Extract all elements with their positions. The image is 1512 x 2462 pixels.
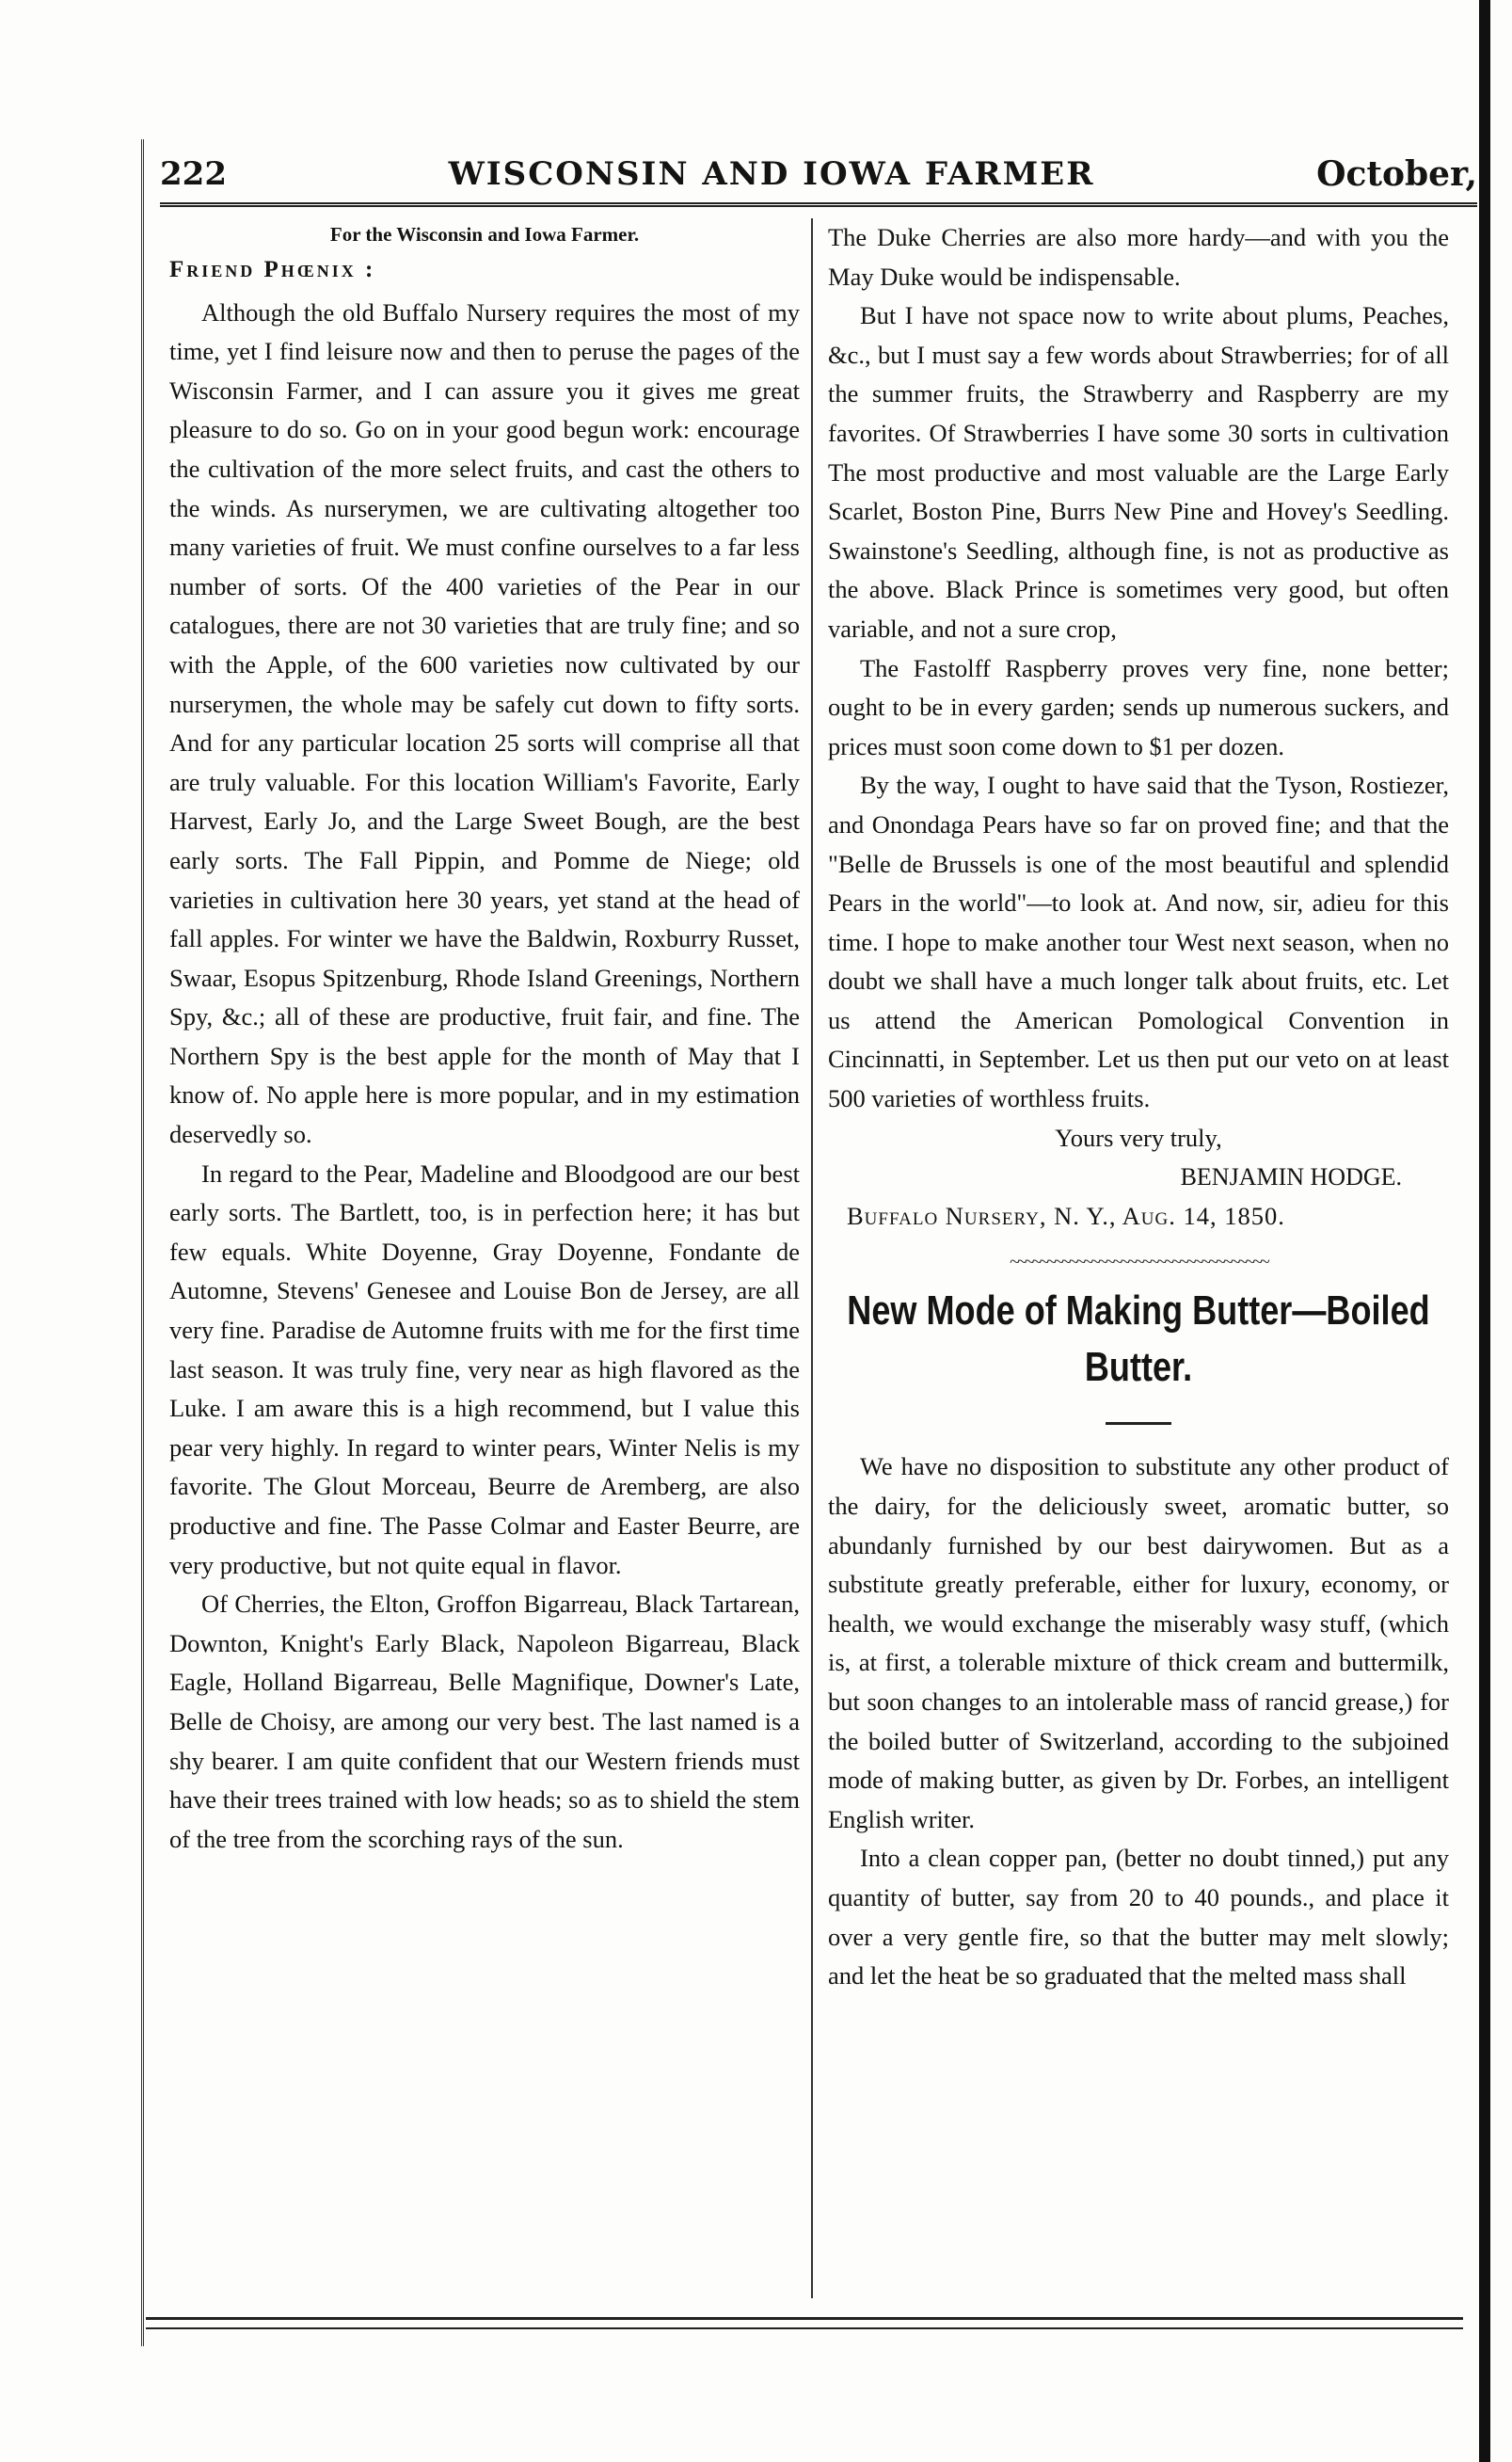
journal-title: WISCONSIN AND IOWA FARMER <box>448 155 1095 193</box>
article-title: New Mode of Making Butter—Boiled Butter. <box>847 1287 1430 1391</box>
column-divider <box>811 218 813 2298</box>
issue-month: October, <box>1316 154 1477 194</box>
title-rule <box>1106 1422 1171 1425</box>
left-column <box>169 218 800 2303</box>
page-number: 222 <box>160 155 227 193</box>
letter-salutation: Friend Phœnix : <box>169 257 376 282</box>
letter-paragraph-2: In regard to the Pear, Madeline and Bloodgood are our best early sorts. The Bartlett, too, is in perfection here; it has but few equals. White Doyenne, Gray Doyenne, Fondante de Automne, Stevens' Genesee and Louise Bon de Jersey, are all very fine. Paradise de Automne fruits with me for the first time last season. It was truly fine, very near as high flavored as the Luke. I am aware this is a high recommend, but I value this pear very highly. In regard to winter pears, Winter Nelis is my favorite. The Glout Morceau, Beurre de Aremberg, are also productive and fine. The Passe Colmar and Easter Beurre, are very productive, but not quite equal in flavor. <box>169 1159 800 1579</box>
letter-paragraph-4: The Duke Cherries are also more hardy—and with you the May Duke would be indispensable. <box>828 223 1449 291</box>
letter-paragraph-3: Of Cherries, the Elton, Groffon Bigarreau, Black Tartarean, Downton, Knight's Early Black, Napoleon Bigarreau, Black Eagle, Holland Bigarreau, Belle Magnifique, Downer's Late, Belle de Choisy, are among our very best. The last named is a shy bearer. I am quite confident that our Western friends must have their trees trained with low heads; so as to shield the stem of the tree from the scorching rays of the sun. <box>169 1590 800 1853</box>
letter-byline: For the Wisconsin and Iowa Farmer. <box>329 223 640 246</box>
page-edge-shadow <box>1479 0 1490 2462</box>
letter-location <box>828 1197 1449 1237</box>
right-column <box>828 218 1449 2303</box>
letter-paragraph-6: The Fastolff Raspberry proves very fine, none better; ought to be in every garden; sends up numerous suckers, and prices must soon come down to $1 per dozen. <box>828 653 1449 760</box>
footer-rule <box>146 2317 1463 2329</box>
page-header <box>160 146 1477 207</box>
article-paragraph-1: We have no disposition to substitute any other product of the dairy, for the deliciously sweet, aromatic butter, so abundanly furnished by our best dairywomen. But as a substitute greatly preferable, either for luxury, economy, or health, we would exchange the miserably wasy stuff, (which is, at first, a tolerable mixture of thick cream and buttermilk, but soon changes to an intolerable mass of rancid grease,) for the boiled butter of Switzerland, according to the subjoined mode of making butter, as given by Dr. Forbes, an intelligent English writer. <box>828 1452 1449 1833</box>
letter-paragraph-5: But I have not space now to write about plums, Peaches, &c., but I must say a few words about Strawberries; for of all the summer fruits, the Strawberry and Raspberry are my favorites. Of Strawberries I have some 30 sorts in cultivation The most productive and most valuable are the Large Early Scarlet, Boston Pine, Burrs New Pine and Hovey's Seedling. Swainstone's Seedling, although fine, is not as productive as the above. Black Prince is sometimes very good, but often variable, and not a sure crop, <box>828 301 1449 643</box>
letter-paragraph-1: Although the old Buffalo Nursery requires the most of my time, yet I find leisure now and then to peruse the pages of the Wisconsin Farmer, and I can assure you it gives me great pleasure to do so. Go on in your good begun work: encourage the cultivation of the more select fruits, and cast the others to the winds. As nurserymen, we are cultivating altogether too many varieties of fruit. We must confine ourselves to a far less number of sorts. Of the 400 varieties of the Pear in our catalogues, there are not 30 varieties that are truly fine; and so with the Apple, of the 600 varieties now cultivated by our nurserymen, the whole may be safely cut down to fifty sorts. And for any particular location 25 sorts will comprise all that are truly valuable. For this location William's Favorite, Early Harvest, Early Jo, and the Large Sweet Bough, are the best early sorts. The Fall Pippin, and Pomme de Niege; old varieties in cultivation here 30 years, yet stand at the head of fall apples. For winter we have the Baldwin, Roxburry Russet, Swaar, Esopus Spitzenburg, Rhode Island Greenings, Northern Spy, &c.; all of these are productive, fruit fair, and fine. The Northern Spy is the best apple for the month of May that I know of. No apple here is more popular, and in my estimation deservedly so. <box>169 297 800 1149</box>
section-ornament: ~~~~~~~~~~~~~~~~~~~~~~~~~~~~~~~~~~~ <box>1010 1252 1267 1273</box>
letter-location-text: Buffalo Nursery, N. Y., Aug. 14, 1850. <box>847 1201 1285 1230</box>
letter-paragraph-7: By the way, I ought to have said that the Tyson, Rostiezer, and Onondaga Pears have so far on proved fine; and that the "Belle de Brussels is one of the most beautiful and splendid Pears in the world"—to look at. And now, sir, adieu for this time. I hope to make another tour West next season, when no doubt we shall have a much longer talk about fruits, etc. Let us attend the American Pomological Convention in Cincinnatti, in September. Let us then put our veto on at least 500 varieties of worthless fruits. <box>828 771 1449 1113</box>
letter-signature: BENJAMIN HODGE. <box>1180 1163 1402 1191</box>
article-paragraph-2: Into a clean copper pan, (better no doubt tinned,) put any quantity of butter, say from 20 to 40 pounds., and place it over a very gentle fire, so that the butter may melt slowly; and let the heat be so graduated that the melted mass shall <box>828 1844 1449 1990</box>
letter-closing: Yours very truly, <box>1055 1123 1222 1152</box>
